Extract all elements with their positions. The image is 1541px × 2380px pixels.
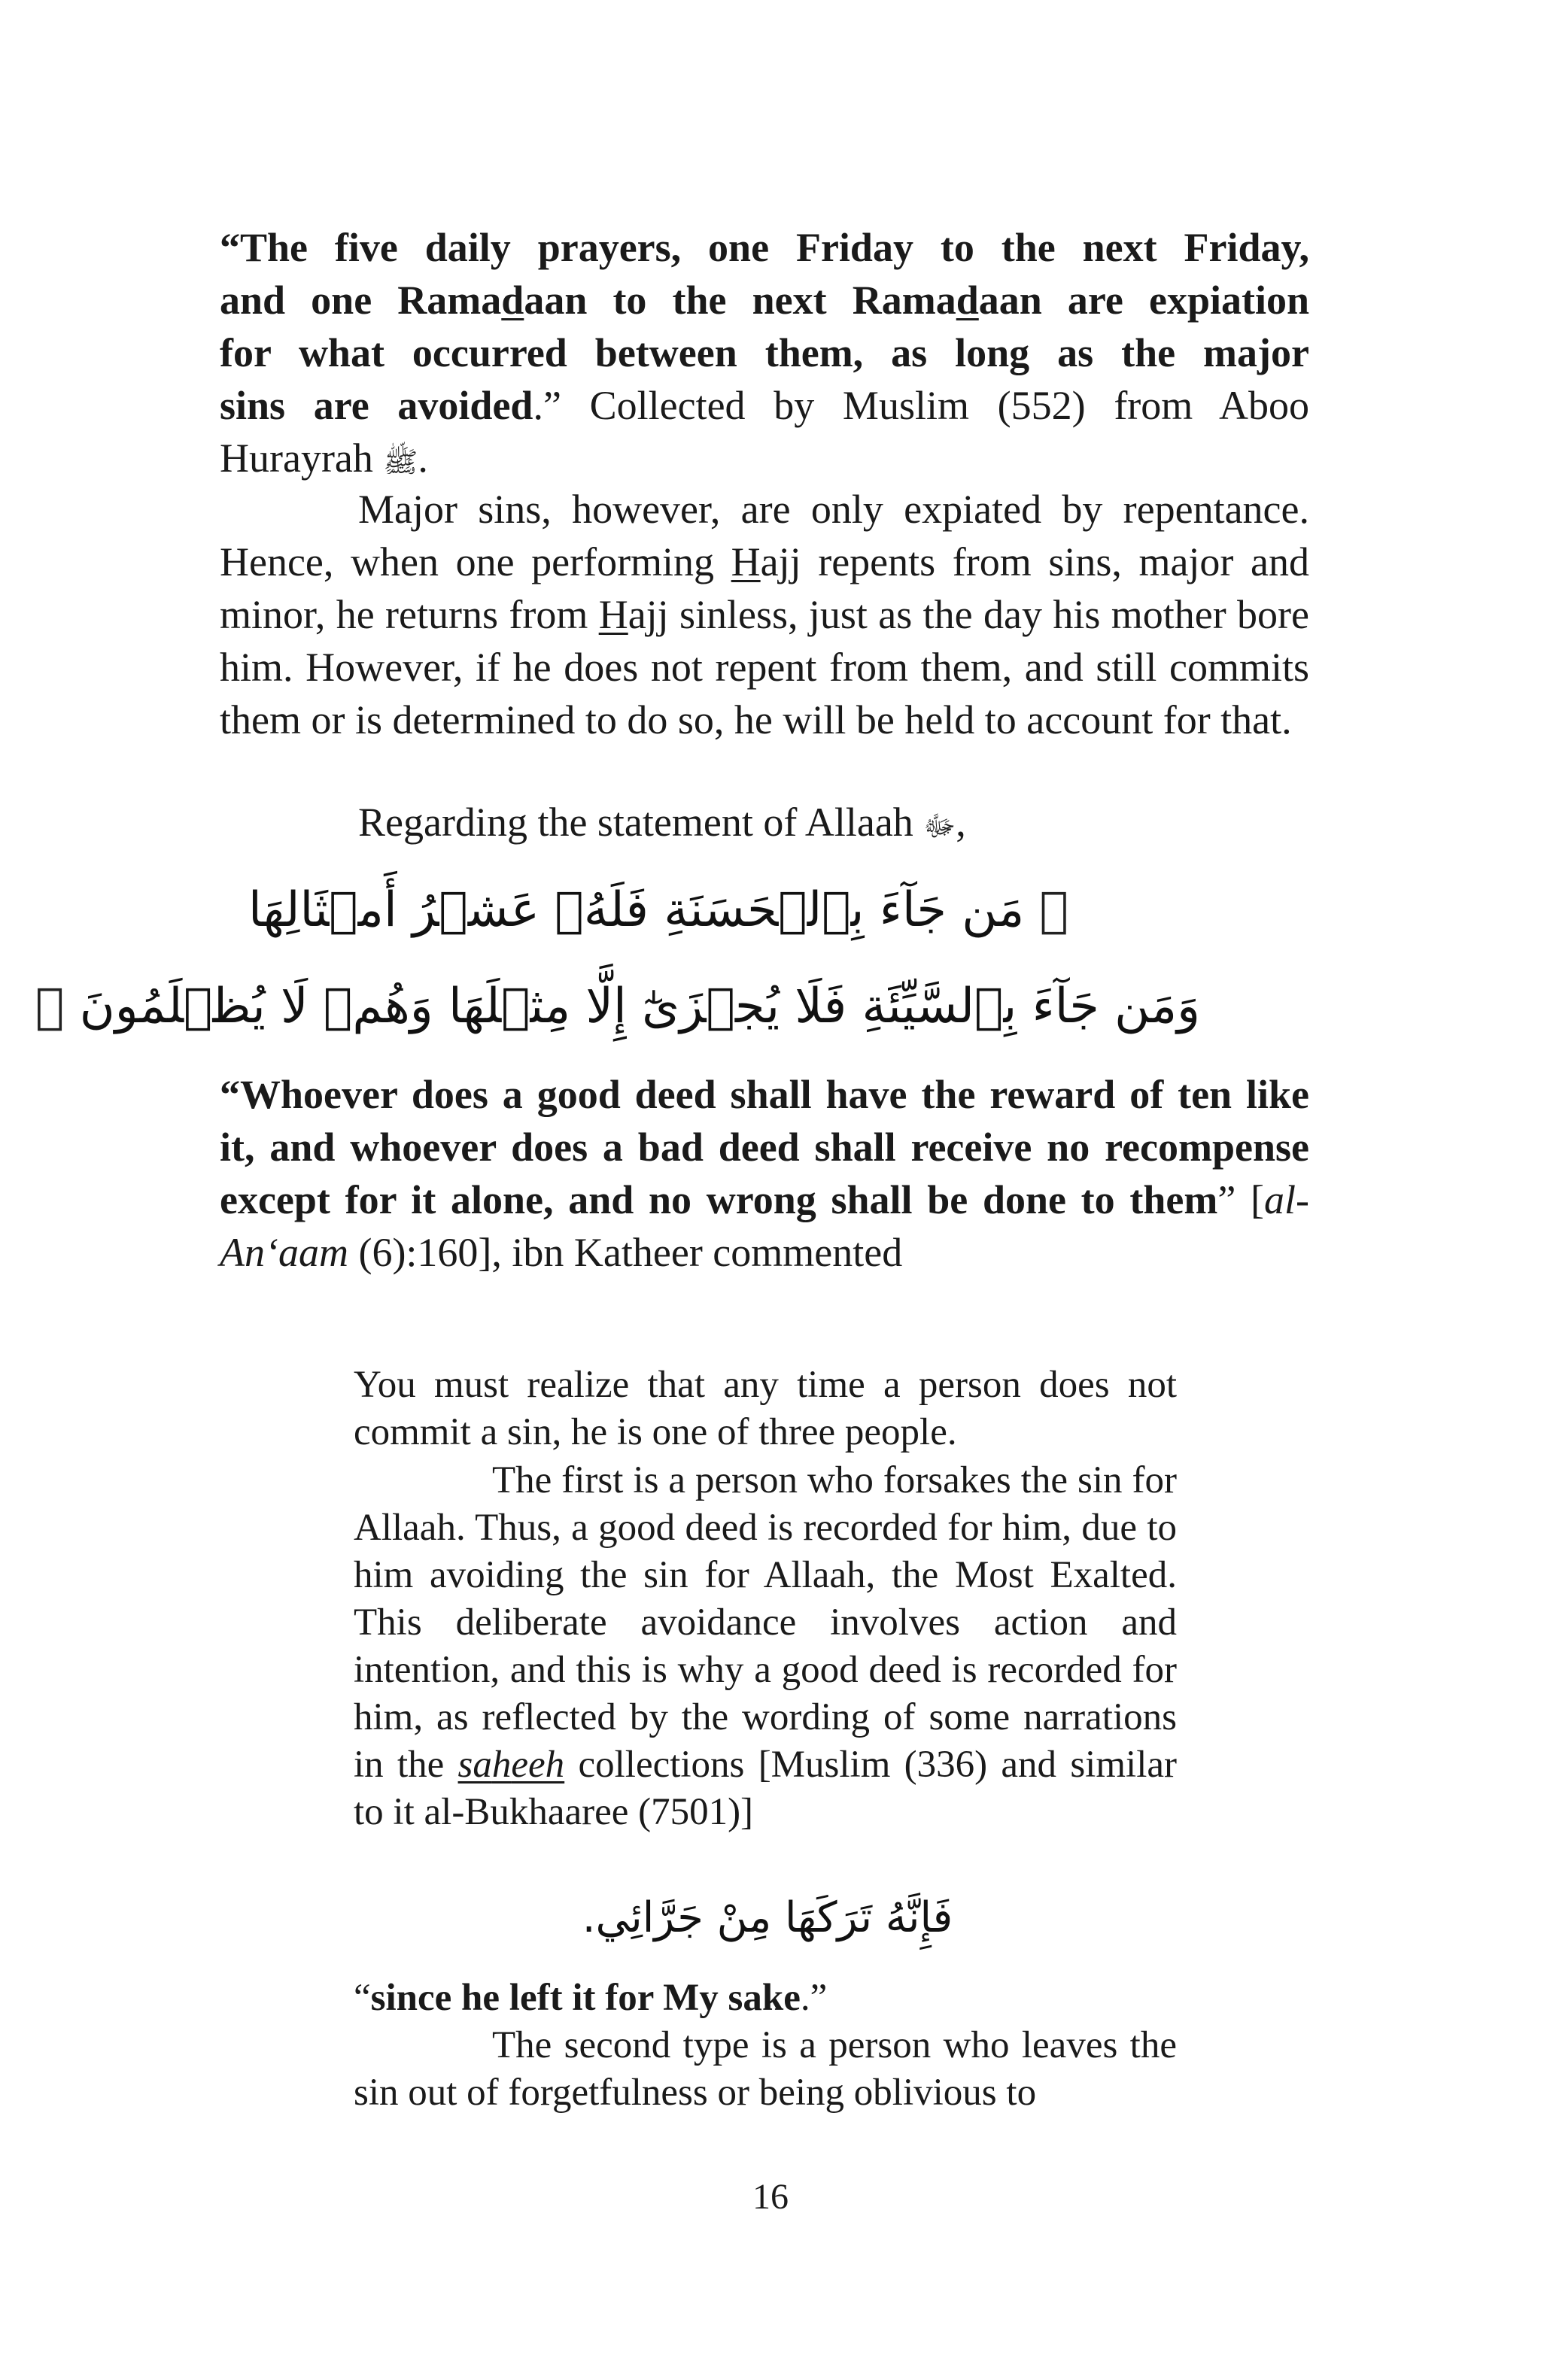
blockquote-paragraph: You must realize that any time a person does not commit a sin, he is one of three people. (354, 1364, 1177, 1453)
verse-close-ornament: ﴾ (35, 979, 65, 1034)
page-number: 16 (752, 2177, 789, 2217)
hadith-line: for what occurred between them, as long as the major (220, 330, 1309, 375)
quran-verse-line: وَمَن جَآءَ بِٱلسَّيِّئَةِ فَلَا يُجۡزَىٰٓ إِلَّا مِثۡلَهَا وَهُمۡ لَا يُظۡلَمُونَ ﴾ (35, 979, 1200, 1034)
quran-verse-line: ﴿ مَن جَآءَ بِٱلۡحَسَنَةِ فَلَهُۥ عَشۡرُ أَمۡثَالِهَا (248, 882, 1068, 938)
arabic-hadith-phrase: فَإِنَّهُ تَرَكَهَا مِنْ جَرَّائِي. (582, 1893, 953, 1942)
hadith-line: sins are avoided.” Collected by Muslim (552) from Aboo (220, 383, 1309, 428)
azza-wajall-honorific: ﷻ (923, 809, 956, 842)
radiyallahu-anhu-honorific: ﷺ (383, 445, 418, 478)
hadith-phrase-translation: “since he left it for My sake.” (354, 1977, 828, 2019)
hadith-quote-paragraph (220, 221, 1309, 488)
body-paragraph: Regarding the statement of Allaah ﷻ, (358, 800, 966, 845)
blockquote-paragraph: The first is a person who forsakes the sin for Allaah. Thus, a good deed is recorded for him, due to him avoiding the sin for Allaah, the Most Exalted. This deliberate avoidance involves action and intention, and this is why a good deed is recorded for him, as reflected by the wording of some narrations in the saheeh collections [Muslim (336) and similar to it al-Bukhaaree (7501)] (354, 1459, 1177, 1833)
body-paragraph: Major sins, however, are only expiated by repentance. Hence, when one performing Hajj repents from sins, major and minor, he returns from Hajj sinless, just as the day his mother bore him. However, if he does not repent from them, and still commits them or is determined to do so, he will be held to account for that. (220, 487, 1309, 742)
blockquote-paragraph: The second type is a person who leaves the sin out of forgetfulness or being oblivious to (354, 2024, 1177, 2114)
hadith-line: and one Ramadaan to the next Ramadaan are expiation (220, 278, 1309, 323)
verse-translation-paragraph: “Whoever does a good deed shall have the reward of ten like it, and whoever does a bad deed shall receive no recompense except for it alone, and no wrong shall be done to them” [al-An‘aam (6):160], ibn Katheer commented (220, 1072, 1310, 1275)
verse-open-ornament: ﴿ (1039, 882, 1068, 938)
hadith-line: “The five daily prayers, one Friday to the next Friday, (220, 225, 1309, 270)
hadith-line: Hurayrah ﷺ. (220, 436, 428, 481)
